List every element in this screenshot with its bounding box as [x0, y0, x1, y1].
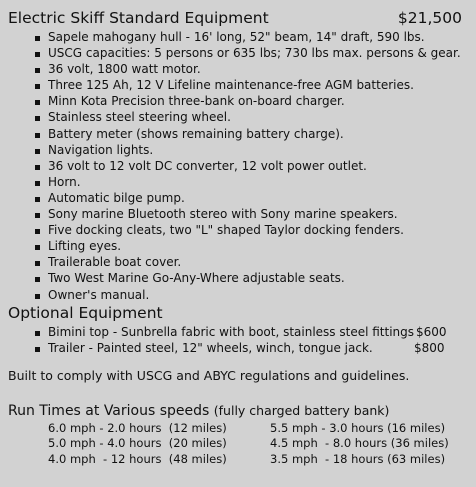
- run-times-left-column: [48, 421, 227, 468]
- run-times-heading: [8, 401, 476, 421]
- run-times-subtitle: (fully charged battery bank): [213, 402, 390, 418]
- run-times-title: Run Times at Various speeds: [8, 402, 210, 419]
- list-item: Minn Kota Precision three-bank on-board charger.: [35, 93, 476, 109]
- list-item: 36 volt, 1800 watt motor.: [35, 61, 476, 77]
- list-item: Lifting eyes.: [35, 238, 476, 254]
- list-item: Owner's manual.: [35, 287, 476, 303]
- list-item: 36 volt to 12 volt DC converter, 12 volt power outlet.: [35, 158, 476, 174]
- list-item: Battery meter (shows remaining battery charge).: [35, 126, 476, 142]
- list-item: Sony marine Bluetooth stereo with Sony marine speakers.: [35, 206, 476, 222]
- list-item: Two West Marine Go-Any-Where adjustable seats.: [35, 270, 476, 286]
- run-time-row: 4.5 mph - 8.0 hours (36 miles): [270, 436, 449, 451]
- optional-item: [35, 340, 476, 356]
- optional-equipment-heading: Optional Equipment: [8, 303, 163, 322]
- run-times-right-column: [270, 421, 449, 468]
- optional-item-text: Bimini top - Sunbrella fabric with boot, stainless steel fittings: [48, 324, 415, 339]
- run-time-row: 5.0 mph - 4.0 hours (20 miles): [48, 436, 227, 451]
- list-item: Horn.: [35, 174, 476, 190]
- standard-equipment-header: [8, 7, 476, 29]
- list-item: Sapele mahogany hull - 16' long, 52" beam, 14" draft, 590 lbs.: [35, 29, 476, 45]
- optional-item-price: $800: [414, 340, 445, 355]
- list-item: USCG capacities: 5 persons or 635 lbs; 730 lbs max. persons & gear.: [35, 45, 476, 61]
- list-item: Five docking cleats, two "L" shaped Taylor docking fenders.: [35, 222, 476, 238]
- optional-item: [35, 324, 476, 340]
- run-time-row: 6.0 mph - 2.0 hours (12 miles): [48, 420, 227, 435]
- standard-equipment-list: [8, 29, 476, 303]
- optional-item-price: $600: [416, 324, 447, 339]
- list-item: Three 125 Ah, 12 V Lifeline maintenance-free AGM batteries.: [35, 77, 476, 93]
- optional-item-text: Trailer - Painted steel, 12" wheels, winch, tongue jack.: [48, 340, 373, 355]
- run-time-row: 4.0 mph - 12 hours (48 miles): [48, 451, 227, 466]
- list-item: Stainless steel steering wheel.: [35, 109, 476, 125]
- run-time-row: 5.5 mph - 3.0 hours (16 miles): [270, 420, 446, 435]
- list-item: Trailerable boat cover.: [35, 254, 476, 270]
- run-times-table: [8, 421, 476, 469]
- optional-equipment-list: [8, 324, 476, 356]
- list-item: Automatic bilge pump.: [35, 190, 476, 206]
- compliance-note: Built to comply with USCG and ABYC regulations and guidelines.: [8, 367, 410, 383]
- page-title: Electric Skiff Standard Equipment: [8, 9, 269, 27]
- base-price: $21,500: [397, 9, 462, 27]
- list-item: Navigation lights.: [35, 142, 476, 158]
- run-time-row: 3.5 mph - 18 hours (63 miles): [270, 451, 446, 466]
